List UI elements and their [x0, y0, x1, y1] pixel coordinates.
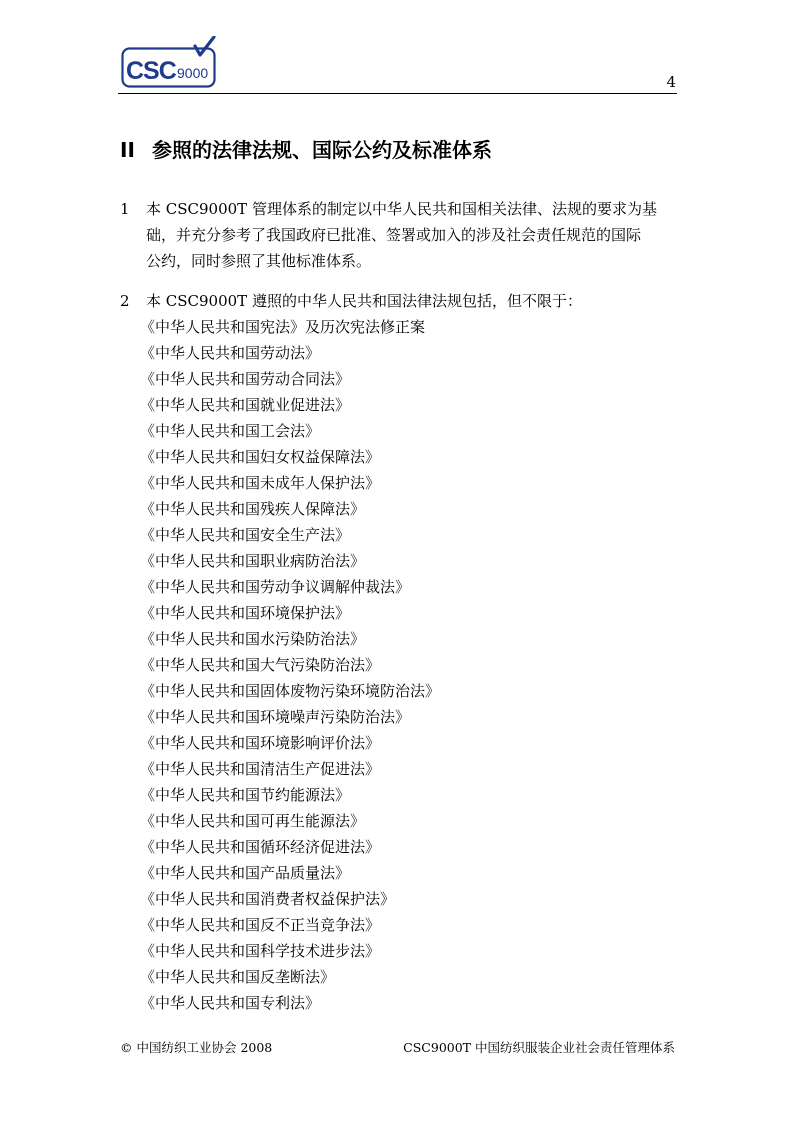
law-list-item: 《中华人民共和国劳动法》: [140, 344, 321, 362]
law-list-item: 《中华人民共和国工会法》: [140, 422, 321, 440]
footer-copyright: © 中国纺织工业协会 2008: [120, 1040, 273, 1055]
law-list-item: 《中华人民共和国环境影响评价法》: [140, 734, 381, 752]
header-rule: [118, 93, 677, 94]
law-list-item: 《中华人民共和国未成年人保护法》: [140, 474, 381, 492]
law-list-item: 《中华人民共和国节约能源法》: [140, 786, 351, 804]
footer-document-title: CSC9000T 中国纺织服装企业社会责任管理体系: [403, 1040, 675, 1055]
law-list-item: 《中华人民共和国消费者权益保护法》: [140, 890, 396, 908]
svg-text:CSC: CSC: [126, 57, 176, 85]
law-list-item: 《中华人民共和国反不正当竞争法》: [140, 916, 381, 934]
law-list-item: 《中华人民共和国环境保护法》: [140, 604, 351, 622]
law-list: [140, 314, 676, 1016]
paragraph-2: [120, 288, 680, 1016]
law-list-item: 《中华人民共和国残疾人保障法》: [140, 500, 366, 518]
law-list-item: 《中华人民共和国安全生产法》: [140, 526, 351, 544]
csc9000-logo-mark: [121, 36, 217, 88]
law-list-item: 《中华人民共和国可再生能源法》: [140, 812, 366, 830]
paragraph-line: 本 CSC9000T 管理体系的制定以中华人民共和国相关法律、法规的要求为基: [146, 200, 657, 218]
paragraph-text: [140, 288, 676, 1016]
law-list-item: 《中华人民共和国宪法》及历次宪法修正案: [140, 318, 426, 336]
law-list-item: 《中华人民共和国反垄断法》: [140, 968, 336, 986]
section-title: [120, 136, 492, 164]
csc9000-logo: [121, 36, 217, 88]
paragraph-line: 本 CSC9000T 遵照的中华人民共和国法律法规包括，但不限于：: [146, 292, 582, 310]
law-list-item: 《中华人民共和国职业病防治法》: [140, 552, 366, 570]
paragraph-text: [146, 196, 676, 274]
law-list-item: 《中华人民共和国劳动合同法》: [140, 370, 351, 388]
law-list-item: 《中华人民共和国循环经济促进法》: [140, 838, 381, 856]
paragraph-number: 1: [120, 200, 130, 218]
paragraph-line: 公约，同时参照了其他标准体系。: [146, 252, 372, 270]
law-list-item: 《中华人民共和国固体废物污染环境防治法》: [140, 682, 441, 700]
paragraph-number: 2: [120, 292, 130, 310]
law-list-item: 《中华人民共和国清洁生产促进法》: [140, 760, 381, 778]
law-list-item: 《中华人民共和国劳动争议调解仲裁法》: [140, 578, 411, 596]
section-number: II: [120, 138, 135, 162]
law-list-item: 《中华人民共和国水污染防治法》: [140, 630, 366, 648]
law-list-item: 《中华人民共和国就业促进法》: [140, 396, 351, 414]
law-list-item: 《中华人民共和国妇女权益保障法》: [140, 448, 381, 466]
paragraph-1: [120, 196, 680, 274]
paragraph-line: 础，并充分参考了我国政府已批准、签署或加入的涉及社会责任规范的国际: [146, 226, 642, 244]
law-list-item: 《中华人民共和国专利法》: [140, 994, 321, 1012]
law-list-item: 《中华人民共和国产品质量法》: [140, 864, 351, 882]
svg-text:9000: 9000: [177, 65, 209, 81]
law-list-item: 《中华人民共和国环境噪声污染防治法》: [140, 708, 411, 726]
page-number: 4: [666, 73, 676, 91]
section-title-text: 参照的法律法规、国际公约及标准体系: [152, 138, 492, 162]
law-list-item: 《中华人民共和国大气污染防治法》: [140, 656, 381, 674]
law-list-item: 《中华人民共和国科学技术进步法》: [140, 942, 381, 960]
